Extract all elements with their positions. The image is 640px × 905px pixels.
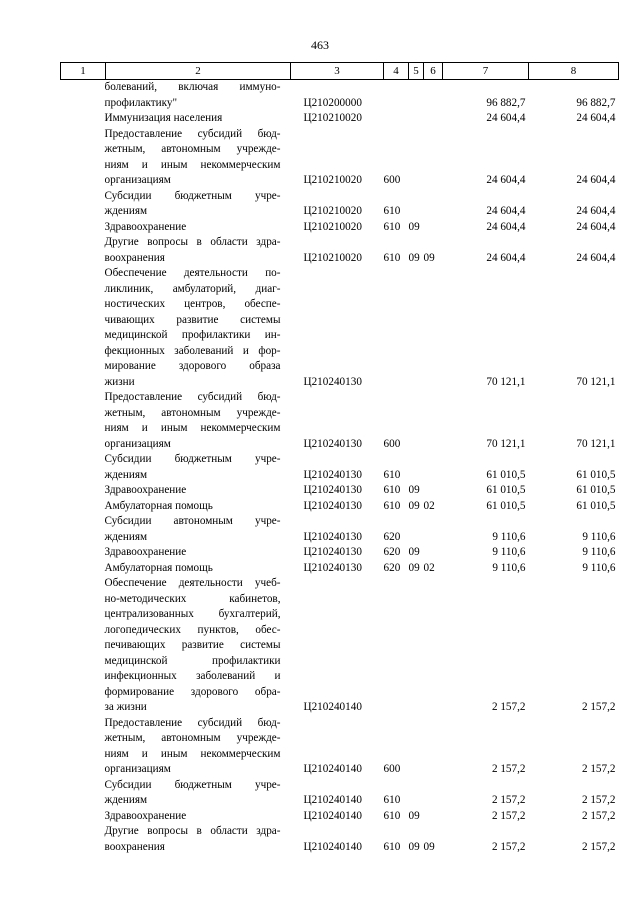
- amount-cell: 2 157,2: [491, 840, 526, 853]
- table-row: [61, 514, 619, 545]
- section-cell: [409, 127, 424, 189]
- amount-cell: 2 157,2: [491, 701, 526, 713]
- row-name-line: Амбулаторная помощь: [104, 561, 213, 574]
- row-name-line: Предоставление субсидий бюд-: [104, 716, 281, 729]
- row-name-cell: [61, 824, 281, 855]
- expense-type-cell: 610: [383, 251, 401, 264]
- row-name-cell: [61, 111, 246, 127]
- amount-cell: 61 010,5: [486, 468, 526, 481]
- subsection-cell: [424, 220, 443, 236]
- table-row: [61, 499, 619, 515]
- target-article-cell: Ц210210020: [303, 220, 362, 233]
- table-row: [61, 80, 619, 112]
- subsection-cell: [424, 514, 443, 545]
- target-article-cell: Ц210210020: [303, 174, 362, 186]
- row-name-line: ниям и иным некоммерческим: [104, 422, 281, 434]
- target-article-cell: Ц210240130: [303, 530, 362, 543]
- amount-cell: 24 604,4: [576, 220, 616, 233]
- header-col-6: 6: [424, 63, 443, 80]
- expense-type-cell: [384, 576, 409, 716]
- subsection-cell: [424, 189, 443, 220]
- section-cell: [409, 716, 424, 778]
- amount-cell: 70 121,1: [576, 437, 616, 450]
- subsection-cell: [424, 452, 443, 483]
- table-row: [61, 220, 619, 236]
- table-row: [61, 266, 619, 390]
- section-cell: [409, 576, 424, 716]
- amount-cell: 61 010,5: [576, 468, 616, 481]
- row-name-line: Иммунизация населения: [104, 112, 223, 124]
- amount-cell: 70 121,1: [486, 437, 526, 450]
- target-article-cell: Ц210240140: [303, 763, 362, 775]
- row-name-cell: [61, 778, 281, 809]
- row-name-line: Здравоохранение: [104, 484, 187, 496]
- budget-table-container: [60, 62, 618, 855]
- row-name-line: формирование здорового обра-: [104, 685, 281, 698]
- row-name-line: Субсидии автономным учре-: [104, 515, 281, 527]
- header-col-2: 2: [106, 63, 291, 80]
- expense-type-cell: 610: [383, 468, 401, 481]
- expense-type-cell: 620: [383, 546, 401, 558]
- target-article-cell: Ц210240140: [303, 809, 362, 822]
- row-name-cell: [61, 220, 246, 236]
- section-cell: 09: [408, 561, 420, 574]
- row-name-line: Субсидии бюджетным учре-: [104, 453, 281, 465]
- amount-cell: 24 604,4: [486, 174, 526, 186]
- table-row: [61, 483, 619, 499]
- row-name-line: логопедических пунктов, обес-: [104, 623, 281, 636]
- row-name-cell: [61, 189, 281, 220]
- budget-table: [60, 62, 619, 855]
- amount-cell: 96 882,7: [576, 96, 616, 109]
- expense-type-cell: 600: [383, 174, 401, 186]
- header-row: [61, 63, 619, 80]
- row-name-cell: [61, 127, 281, 189]
- amount-cell: 2 157,2: [581, 701, 616, 713]
- amount-cell: 70 121,1: [576, 375, 616, 388]
- expense-type-cell: 600: [383, 437, 401, 450]
- amount-cell: 9 110,6: [492, 546, 526, 558]
- header-col-3: 3: [291, 63, 384, 80]
- row-name-line: воохранения: [104, 251, 165, 264]
- amount-cell: 24 604,4: [576, 205, 616, 217]
- amount-cell: 2 157,2: [581, 840, 616, 853]
- target-article-cell: Ц210210020: [303, 205, 362, 217]
- subsection-cell: [424, 778, 443, 809]
- amount-cell: 2 157,2: [491, 763, 526, 775]
- page-number: 463: [311, 38, 329, 52]
- section-cell: [409, 514, 424, 545]
- row-name-line: Здравоохранение: [104, 546, 187, 558]
- row-name-line: медицинской профилактики ин-: [104, 329, 281, 341]
- expense-type-cell: 610: [383, 484, 401, 496]
- row-name-cell: [61, 235, 281, 266]
- section-cell: [409, 111, 424, 127]
- row-name-line: Предоставление субсидий бюд-: [104, 391, 281, 403]
- subsection-cell: 09: [423, 251, 435, 264]
- row-name-cell: [61, 452, 281, 483]
- table-row: [61, 390, 619, 452]
- section-cell: 09: [408, 484, 420, 496]
- table-row: [61, 127, 619, 189]
- header-col-7: 7: [443, 63, 529, 80]
- section-cell: 09: [408, 809, 420, 822]
- subsection-cell: 09: [423, 840, 435, 853]
- subsection-cell: 02: [423, 561, 435, 574]
- table-row: [61, 235, 619, 266]
- expense-type-cell: 610: [383, 809, 401, 822]
- subsection-cell: [424, 266, 443, 390]
- amount-cell: 61 010,5: [486, 484, 526, 496]
- row-name-line: Предоставление субсидий бюд-: [104, 127, 281, 140]
- amount-cell: 61 010,5: [576, 499, 616, 512]
- section-cell: 09: [408, 251, 420, 264]
- target-article-cell: Ц210240130: [303, 468, 362, 481]
- amount-cell: 24 604,4: [576, 174, 616, 186]
- row-name-cell: [61, 483, 246, 499]
- section-cell: 09: [408, 840, 420, 853]
- row-name-line: Обеспечение деятельности учеб-: [104, 577, 281, 589]
- expense-type-cell: 610: [383, 499, 401, 512]
- table-row: [61, 452, 619, 483]
- row-name-line: мирование здорового образа: [104, 360, 281, 372]
- row-name-line: централизованных бухгалтерий,: [104, 608, 281, 620]
- amount-cell: 2 157,2: [581, 809, 616, 822]
- section-cell: [409, 80, 424, 112]
- expense-type-cell: 610: [383, 794, 401, 806]
- row-name-line: ниям и иным некоммерческим: [104, 158, 281, 171]
- row-name-cell: [61, 390, 281, 452]
- amount-cell: 24 604,4: [486, 220, 526, 233]
- row-name-cell: [61, 561, 246, 577]
- table-row: [61, 189, 619, 220]
- table-body: [61, 80, 619, 856]
- row-name-line: жетным, автономным учрежде-: [104, 732, 281, 744]
- row-name-line: жетным, автономным учрежде-: [104, 406, 281, 419]
- row-name-line: Обеспечение деятельности по-: [104, 267, 281, 279]
- row-name-line: жетным, автономным учрежде-: [104, 143, 281, 155]
- expense-type-cell: [384, 111, 409, 127]
- row-name-line: ждениям: [104, 794, 148, 806]
- row-name-line: но-методических кабинетов,: [104, 592, 281, 605]
- target-article-cell: Ц210210020: [303, 112, 362, 124]
- section-cell: [409, 778, 424, 809]
- amount-cell: 9 110,6: [582, 530, 616, 543]
- header-col-4: 4: [384, 63, 409, 80]
- row-name-line: ностических центров, обеспе-: [104, 298, 281, 310]
- row-name-line: организациям: [104, 763, 171, 775]
- amount-cell: 24 604,4: [576, 251, 616, 264]
- amount-cell: 9 110,6: [582, 561, 616, 574]
- row-name-line: болеваний, включая иммуно-: [104, 81, 281, 93]
- section-cell: 09: [408, 546, 420, 558]
- row-name-line: Амбулаторная помощь: [104, 499, 213, 512]
- row-name-line: жизни: [104, 375, 135, 388]
- row-name-line: ниям и иным некоммерческим: [104, 747, 281, 760]
- subsection-cell: [424, 716, 443, 778]
- section-cell: 09: [408, 499, 420, 512]
- table-header: [61, 63, 619, 80]
- expense-type-cell: 600: [383, 763, 401, 775]
- subsection-cell: [424, 390, 443, 452]
- amount-cell: 9 110,6: [582, 546, 616, 558]
- row-name-cell: [61, 545, 246, 561]
- row-name-line: Здравоохранение: [104, 809, 187, 822]
- row-name-line: медицинской профилактики: [104, 654, 281, 667]
- section-cell: [409, 266, 424, 390]
- row-name-line: ждениям: [104, 468, 148, 481]
- table-row: [61, 561, 619, 577]
- table-row: [61, 716, 619, 778]
- target-article-cell: Ц210200000: [303, 96, 362, 109]
- subsection-cell: [424, 545, 443, 561]
- amount-cell: 2 157,2: [581, 794, 616, 806]
- target-article-cell: Ц210240130: [303, 546, 362, 558]
- expense-type-cell: [384, 266, 409, 390]
- table-row: [61, 111, 619, 127]
- subsection-cell: 02: [423, 499, 435, 512]
- row-name-line: ждениям: [104, 530, 148, 543]
- row-name-line: организациям: [104, 437, 171, 450]
- header-col-8: 8: [529, 63, 619, 80]
- subsection-cell: [424, 111, 443, 127]
- row-name-cell: [61, 80, 281, 112]
- amount-cell: 24 604,4: [486, 251, 526, 264]
- amount-cell: 24 604,4: [486, 205, 526, 217]
- target-article-cell: Ц210240140: [303, 840, 362, 853]
- row-name-line: профилактику": [104, 96, 178, 109]
- subsection-cell: [424, 80, 443, 112]
- amount-cell: 24 604,4: [486, 112, 526, 124]
- amount-cell: 96 882,7: [486, 96, 526, 109]
- amount-cell: 61 010,5: [486, 499, 526, 512]
- row-name-line: Субсидии бюджетным учре-: [104, 189, 281, 202]
- target-article-cell: Ц210210020: [303, 251, 362, 264]
- subsection-cell: [424, 483, 443, 499]
- row-name-line: Субсидии бюджетным учре-: [104, 778, 281, 791]
- expense-type-cell: 620: [383, 530, 401, 543]
- header-col-5: 5: [409, 63, 424, 80]
- row-name-line: инфекционных заболеваний и: [104, 670, 281, 682]
- subsection-cell: [424, 576, 443, 716]
- table-row: [61, 545, 619, 561]
- row-name-line: ликлиник, амбулаторий, диаг-: [104, 282, 281, 295]
- amount-cell: 70 121,1: [486, 375, 526, 388]
- target-article-cell: Ц210240140: [303, 701, 362, 713]
- target-article-cell: Ц210240130: [303, 561, 362, 574]
- amount-cell: 61 010,5: [576, 484, 616, 496]
- amount-cell: 2 157,2: [491, 809, 526, 822]
- expense-type-cell: [384, 80, 409, 112]
- row-name-line: чивающих развитие системы: [104, 313, 281, 326]
- amount-cell: 2 157,2: [581, 763, 616, 775]
- amount-cell: 9 110,6: [492, 561, 526, 574]
- table-row: [61, 576, 619, 716]
- expense-type-cell: 610: [383, 205, 401, 217]
- target-article-cell: Ц210240130: [303, 375, 362, 388]
- header-col-1: 1: [61, 63, 106, 80]
- expense-type-cell: 620: [383, 561, 401, 574]
- row-name-cell: [61, 499, 246, 515]
- row-name-cell: [61, 266, 281, 390]
- target-article-cell: Ц210240140: [303, 794, 362, 806]
- section-cell: 09: [408, 220, 420, 233]
- row-name-line: организациям: [104, 174, 171, 186]
- amount-cell: 2 157,2: [491, 794, 526, 806]
- amount-cell: 24 604,4: [576, 112, 616, 124]
- row-name-cell: [61, 576, 281, 716]
- expense-type-cell: 610: [383, 840, 401, 853]
- expense-type-cell: 610: [383, 220, 401, 233]
- target-article-cell: Ц210240130: [303, 484, 362, 496]
- subsection-cell: [424, 127, 443, 189]
- row-name-line: ждениям: [104, 205, 148, 217]
- table-row: [61, 824, 619, 855]
- row-name-line: воохранения: [104, 840, 165, 853]
- table-row: [61, 809, 619, 825]
- row-name-line: за жизни: [104, 701, 147, 713]
- target-article-cell: Ц210240130: [303, 437, 362, 450]
- row-name-cell: [61, 809, 246, 825]
- amount-cell: 9 110,6: [492, 530, 526, 543]
- section-cell: [409, 189, 424, 220]
- table-row: [61, 778, 619, 809]
- row-name-line: Здравоохранение: [104, 220, 187, 233]
- row-name-line: фекционных заболеваний и фор-: [104, 344, 281, 357]
- row-name-cell: [61, 514, 281, 545]
- row-name-cell: [61, 716, 281, 778]
- row-name-line: Другие вопросы в области здра-: [104, 236, 281, 248]
- row-name-line: Другие вопросы в области здра-: [104, 825, 281, 837]
- section-cell: [409, 452, 424, 483]
- section-cell: [409, 390, 424, 452]
- target-article-cell: Ц210240130: [303, 499, 362, 512]
- row-name-line: печивающих развитие системы: [104, 639, 281, 651]
- subsection-cell: [424, 809, 443, 825]
